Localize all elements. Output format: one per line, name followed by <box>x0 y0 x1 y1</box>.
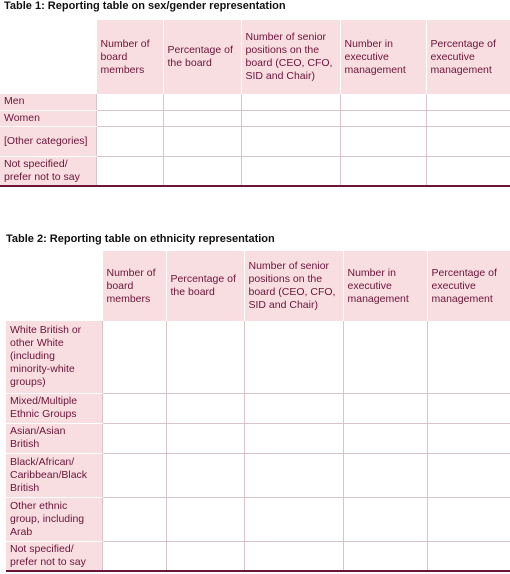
table-row <box>6 453 510 497</box>
table2-cell[interactable] <box>244 423 343 453</box>
table1-col-header: Percentage of the board <box>163 20 241 94</box>
table1-cell[interactable] <box>426 126 510 156</box>
table-row <box>6 393 510 423</box>
table2-cell[interactable] <box>343 497 427 541</box>
table2-row-label: Asian/Asian British <box>6 423 102 453</box>
table2-cell[interactable] <box>244 321 343 393</box>
table2-cell[interactable] <box>166 497 244 541</box>
table1-cell[interactable] <box>426 110 510 126</box>
table2-cell[interactable] <box>343 453 427 497</box>
table1-col-header: Number of board members <box>96 20 163 94</box>
table1-col-header: Percentage of executive management <box>426 20 510 94</box>
table2-cell[interactable] <box>102 393 166 423</box>
table2-cell[interactable] <box>102 423 166 453</box>
table2-row-label: Not specified/ prefer not to say <box>6 541 102 571</box>
table1-cell[interactable] <box>340 156 426 186</box>
table2-row-label: Other ethnic group, including Arab <box>6 497 102 541</box>
table1-cell[interactable] <box>340 110 426 126</box>
table2-row-label: White British or other White (including minority-white groups) <box>6 321 102 393</box>
table2-row-label: Mixed/Multiple Ethnic Groups <box>6 393 102 423</box>
table2-cell[interactable] <box>427 497 510 541</box>
table1-row-label: [Other categories] <box>0 126 96 156</box>
table2-cell[interactable] <box>166 423 244 453</box>
table1-col-header: Number of senior positions on the board (CEO, CFO, SID and Chair) <box>241 20 340 94</box>
table2-cell[interactable] <box>244 541 343 571</box>
table2-cell[interactable] <box>166 453 244 497</box>
table1-cell[interactable] <box>241 126 340 156</box>
table2-cell[interactable] <box>102 453 166 497</box>
table1-cell[interactable] <box>163 156 241 186</box>
table-row <box>6 321 510 393</box>
table2-cell[interactable] <box>427 321 510 393</box>
table2-cell[interactable] <box>427 423 510 453</box>
table2-cell[interactable] <box>244 393 343 423</box>
table2-cell[interactable] <box>244 497 343 541</box>
table-row <box>0 110 510 126</box>
table1-cell[interactable] <box>96 156 163 186</box>
table2-cell[interactable] <box>427 541 510 571</box>
table2-cell[interactable] <box>166 393 244 423</box>
table1-cell[interactable] <box>241 94 340 110</box>
table1-cell[interactable] <box>163 110 241 126</box>
table1-sex-gender <box>0 20 510 187</box>
table1-cell[interactable] <box>241 156 340 186</box>
table1-row-label: Women <box>0 110 96 126</box>
table2-col-header: Number of board members <box>102 251 166 321</box>
table-row <box>6 497 510 541</box>
table2-ethnicity <box>6 251 510 572</box>
table2-cell[interactable] <box>343 321 427 393</box>
table-row <box>0 94 510 110</box>
table2-cell[interactable] <box>427 393 510 423</box>
table2-cell[interactable] <box>166 321 244 393</box>
table2-cell[interactable] <box>343 423 427 453</box>
table2-cell[interactable] <box>166 541 244 571</box>
table2-cell[interactable] <box>343 393 427 423</box>
table1-cell[interactable] <box>96 126 163 156</box>
table2-corner <box>6 251 102 321</box>
table2-cell[interactable] <box>102 541 166 571</box>
table2-cell[interactable] <box>102 497 166 541</box>
table1-cell[interactable] <box>96 94 163 110</box>
table1-row-label: Not specified/ prefer not to say <box>0 156 96 186</box>
table1-cell[interactable] <box>340 94 426 110</box>
table1-corner <box>0 20 96 94</box>
table1-caption: Table 1: Reporting table on sex/gender representation <box>4 0 286 12</box>
table-row <box>6 423 510 453</box>
table1-cell[interactable] <box>163 94 241 110</box>
table1-row-label: Men <box>0 94 96 110</box>
table1-cell[interactable] <box>426 94 510 110</box>
table2-caption: Table 2: Reporting table on ethnicity representation <box>6 233 275 245</box>
table1-cell[interactable] <box>426 156 510 186</box>
table1-cell[interactable] <box>241 110 340 126</box>
table-row <box>6 541 510 571</box>
table2-cell[interactable] <box>343 541 427 571</box>
table2-col-header: Percentage of executive management <box>427 251 510 321</box>
table2-row-label: Black/African/ Caribbean/Black British <box>6 453 102 497</box>
table1-cell[interactable] <box>96 110 163 126</box>
table1-col-header: Number in executive management <box>340 20 426 94</box>
table2-cell[interactable] <box>244 453 343 497</box>
table2-col-header: Number in executive management <box>343 251 427 321</box>
table1-cell[interactable] <box>340 126 426 156</box>
table-row <box>0 156 510 186</box>
table2-col-header: Number of senior positions on the board (CEO, CFO, SID and Chair) <box>244 251 343 321</box>
table1-cell[interactable] <box>163 126 241 156</box>
table2-col-header: Percentage of the board <box>166 251 244 321</box>
table-row <box>0 126 510 156</box>
table2-cell[interactable] <box>427 453 510 497</box>
table2-cell[interactable] <box>102 321 166 393</box>
